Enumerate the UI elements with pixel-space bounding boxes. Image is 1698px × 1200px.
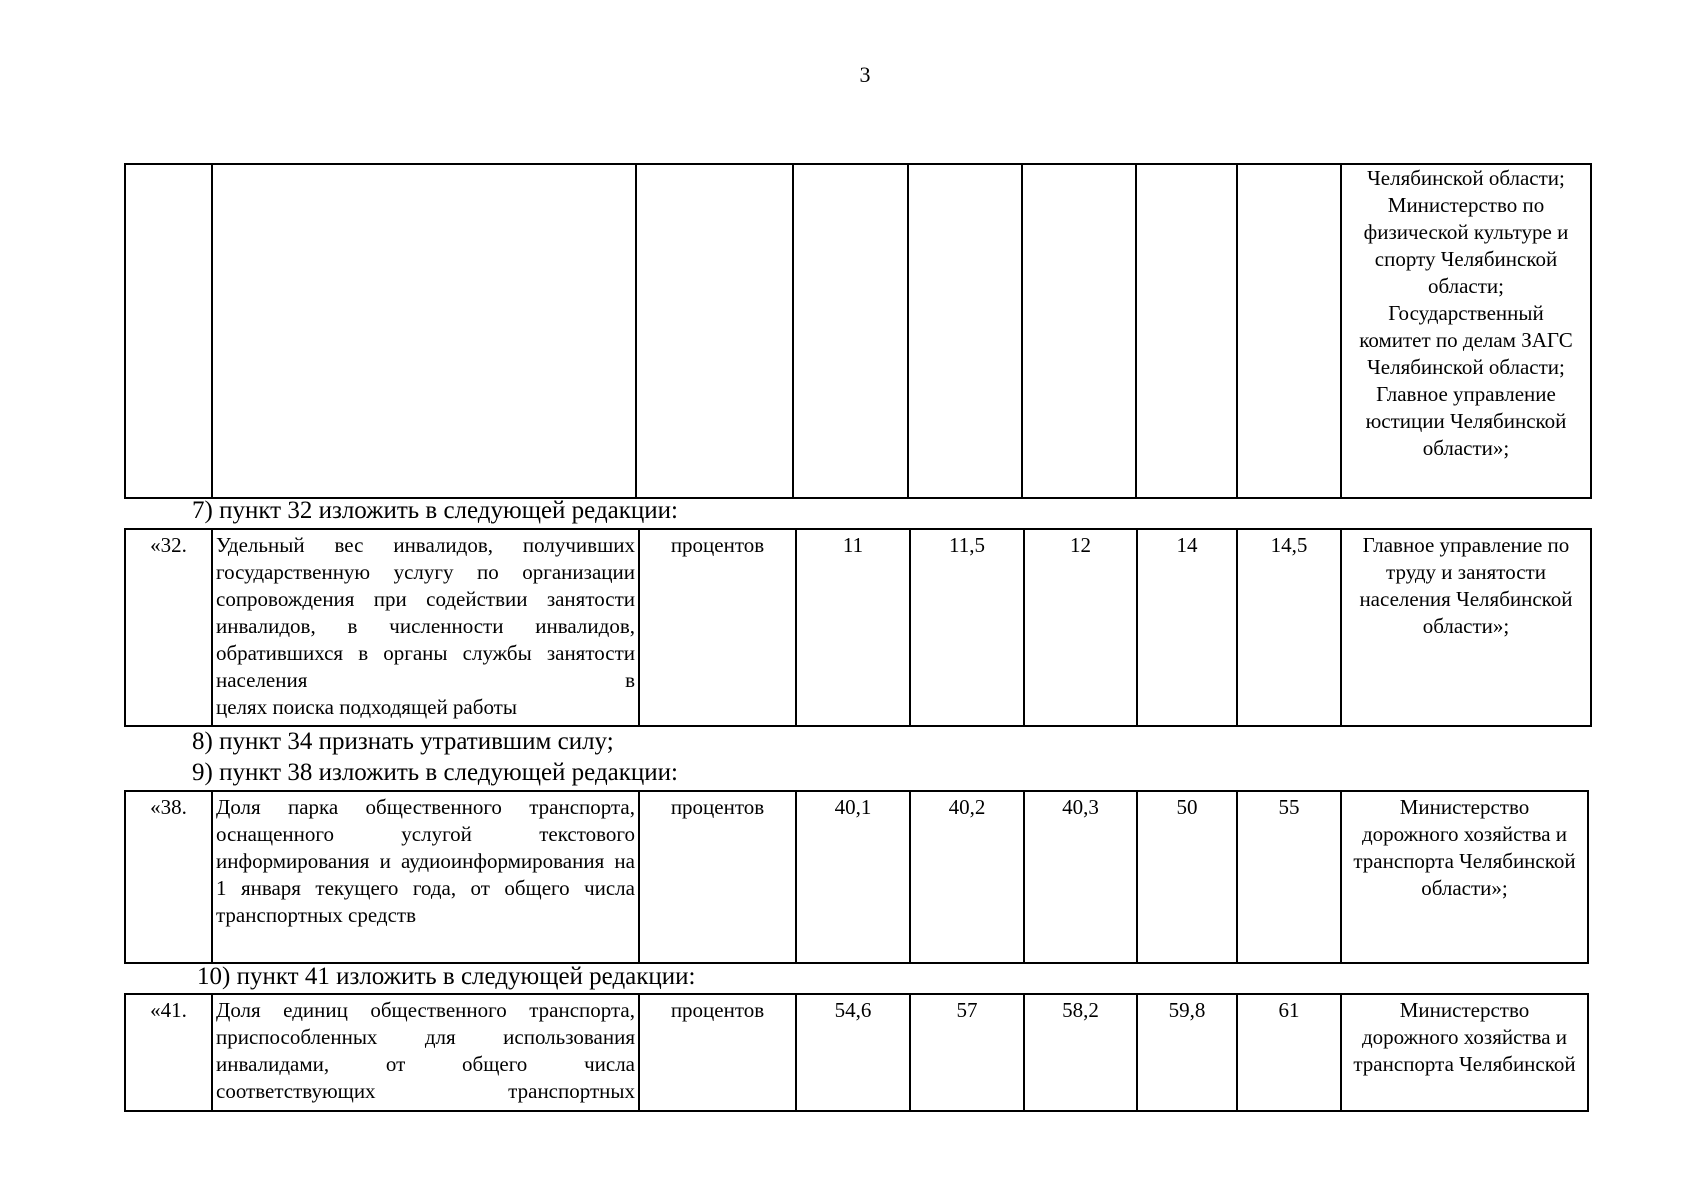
cell-responsible: Челябинской области; Министерство по физической культуре и спорту Челябинской области; Государственный комитет по делам ЗАГС Челябинской области; Главное управление юстиции Челябинской области»; (1341, 164, 1591, 498)
unit: процентов (639, 994, 796, 1111)
cell-value (793, 164, 908, 498)
indicator-name (212, 994, 639, 1111)
value-year-1: 54,6 (796, 994, 910, 1111)
indicator-name-main: Доля парка общественного транспорта, оснащенного услугой текстового информирования и аудиоинформирования на 1 января текущего года, от общего числа (216, 795, 635, 900)
value-year-1: 11 (796, 529, 910, 726)
table-row-38 (124, 790, 1589, 964)
indicator-name-last: транспортных средств (216, 903, 417, 927)
value-year-4: 14 (1137, 529, 1237, 726)
indicator-name-main: Удельный вес инвалидов, получивших государственную услугу по организации сопровождения при содействии занятости инвалидов, в численности инвалидов, обратившихся в органы службы занятости населения в (216, 533, 635, 692)
unit: процентов (639, 529, 796, 726)
value-year-1: 40,1 (796, 791, 910, 963)
value-year-5: 14,5 (1237, 529, 1341, 726)
cell-value (1237, 164, 1341, 498)
value-year-3: 58,2 (1024, 994, 1137, 1111)
indicator-name-main: Доля единиц общественного транспорта, приспособленных для использования инвалидами, от общего числа соответствующих транспортных (216, 998, 635, 1103)
responsible: Главное управление по труду и занятости населения Челябинской области»; (1341, 529, 1591, 726)
instruction-9: 9) пункт 38 изложить в следующей редакции: (192, 759, 678, 786)
page-number: 3 (859, 62, 871, 87)
table-row-41 (124, 993, 1589, 1112)
responsible: Министерство дорожного хозяйства и транспорта Челябинской (1341, 994, 1588, 1111)
table-continuation (124, 163, 1592, 499)
table-row-32 (124, 528, 1592, 727)
value-year-5: 61 (1237, 994, 1341, 1111)
value-year-5: 55 (1237, 791, 1341, 963)
value-year-2: 40,2 (910, 791, 1024, 963)
row-number: «38. (125, 791, 212, 963)
value-year-2: 57 (910, 994, 1024, 1111)
row-number: «32. (125, 529, 212, 726)
value-year-3: 12 (1024, 529, 1137, 726)
cell-value (1022, 164, 1136, 498)
indicator-name (212, 791, 639, 963)
instruction-10: 10) пункт 41 изложить в следующей редакции: (197, 963, 696, 990)
value-year-2: 11,5 (910, 529, 1024, 726)
responsible: Министерство дорожного хозяйства и транспорта Челябинской области»; (1341, 791, 1588, 963)
row-number: «41. (125, 994, 212, 1111)
cell-value (908, 164, 1022, 498)
value-year-3: 40,3 (1024, 791, 1137, 963)
cell-value (1136, 164, 1237, 498)
cell-unit (636, 164, 793, 498)
value-year-4: 50 (1137, 791, 1237, 963)
indicator-name (212, 529, 639, 726)
cell-name (212, 164, 636, 498)
indicator-name-last: целях поиска подходящей работы (216, 695, 517, 719)
cell-num (125, 164, 212, 498)
unit: процентов (639, 791, 796, 963)
value-year-4: 59,8 (1137, 994, 1237, 1111)
instruction-7: 7) пункт 32 изложить в следующей редакции: (192, 497, 678, 524)
instruction-8: 8) пункт 34 признать утратившим силу; (192, 728, 614, 755)
